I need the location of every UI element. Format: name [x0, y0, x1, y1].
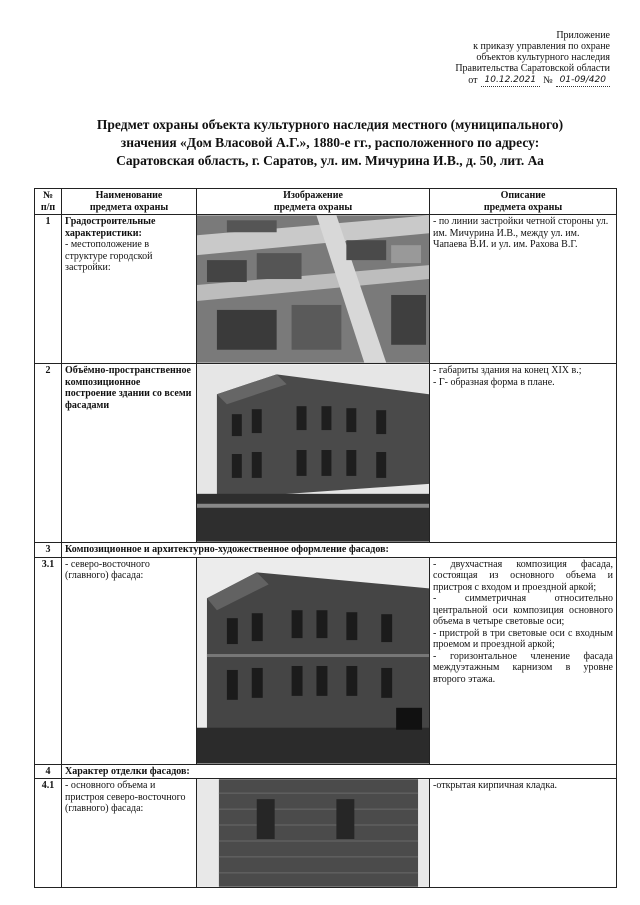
row-description: [430, 364, 617, 543]
row-name-text: - северо-восточного (главного) фасада:: [65, 558, 150, 581]
table-row: [35, 364, 617, 543]
approval-line: Правительства Саратовской области: [455, 63, 610, 74]
approval-line: объектов культурного наследия: [476, 52, 610, 63]
row-number: 2: [35, 364, 62, 543]
header-name: Наименование предмета охраны: [62, 189, 197, 215]
number-value: 01-09/420: [556, 75, 610, 87]
number-label: №: [543, 75, 553, 86]
row-name-bold: Объёмно-пространственное композиционное построение здании со всеми фасадами: [65, 365, 192, 411]
section-title: Композиционное и архитектурно-художественное оформление фасадов:: [62, 543, 617, 558]
row-name-text: - местоположение в структуре городской застройки:: [65, 239, 153, 273]
description-item: - Г- образная форма в плане.: [433, 376, 555, 388]
description-item: - пристрой в три световые оси с входным проемом и проездной аркой;: [433, 627, 613, 650]
title-line: Предмет охраны объекта культурного наследия местного (муниципального): [96, 117, 564, 132]
row-image: [197, 364, 430, 543]
document-title: [50, 116, 610, 170]
main-facade-photo: [197, 558, 429, 764]
description-item: - габариты здания на конец XIX в.;: [433, 365, 582, 376]
description-item: - по линии застройки четной стороны ул. им. Мичурина И.В., между ул. им. Чапаева В.И. и ул. им. Рахова В.Г.: [433, 216, 609, 250]
title-line: Саратовская область, г. Саратов, ул. им. Мичурина И.В., д. 50, лит. Аа: [116, 153, 544, 168]
row-name-bold: Градостроительные характеристики:: [65, 216, 156, 239]
description-item: - симметричная относительно центральной оси композиция основного объема в четыре световые оси;: [433, 593, 613, 627]
description-item: -открытая кирпичная кладка.: [433, 780, 558, 791]
approval-line: к приказу управления по охране: [473, 41, 610, 52]
section-row: [35, 764, 617, 779]
row-number: 1: [35, 215, 62, 364]
description-item: - двухчастная композиция фасада, состоящая из основного объема и пристроя с входом и проездной аркой;: [433, 558, 613, 593]
aerial-map-photo: [197, 215, 429, 363]
approval-line: Приложение: [556, 30, 610, 41]
building-perspective-photo: [197, 364, 429, 542]
approval-block: [410, 30, 610, 87]
description-item: - горизонтальное членение фасада междуэтажным карнизом в уровне второго этажа.: [433, 650, 613, 685]
section-row: [35, 543, 617, 558]
row-number: 4.1: [35, 779, 62, 888]
header-image: Изображение предмета охраны: [197, 189, 430, 215]
row-name: [62, 779, 197, 888]
row-description: [430, 557, 617, 764]
row-image: [197, 215, 430, 364]
approval-signature-line: [410, 75, 610, 87]
row-name-text: - основного объема и пристроя северо-восточного (главного) фасада:: [65, 780, 186, 814]
header-desc: Описание предмета охраны: [430, 189, 617, 215]
row-name: [62, 364, 197, 543]
row-description: [430, 215, 617, 364]
table-row: [35, 557, 617, 764]
table-header-row: [35, 189, 617, 215]
section-title: Характер отделки фасадов:: [62, 764, 617, 779]
row-number: 4: [35, 764, 62, 779]
table-row: [35, 215, 617, 364]
row-number: 3.1: [35, 557, 62, 764]
table-row: [35, 779, 617, 888]
row-number: 3: [35, 543, 62, 558]
row-name: [62, 557, 197, 764]
date-label: от: [468, 75, 478, 86]
row-description: [430, 779, 617, 888]
row-image: [197, 557, 430, 764]
date-value: 10.12.2021: [481, 75, 541, 87]
protection-table: [34, 188, 617, 888]
row-name: [62, 215, 197, 364]
row-image: [197, 779, 430, 888]
title-line: значения «Дом Власовой А.Г.», 1880-е гг., расположенного по адресу:: [120, 135, 540, 150]
brickwork-photo: [197, 779, 429, 887]
header-num: № п/п: [35, 189, 62, 215]
